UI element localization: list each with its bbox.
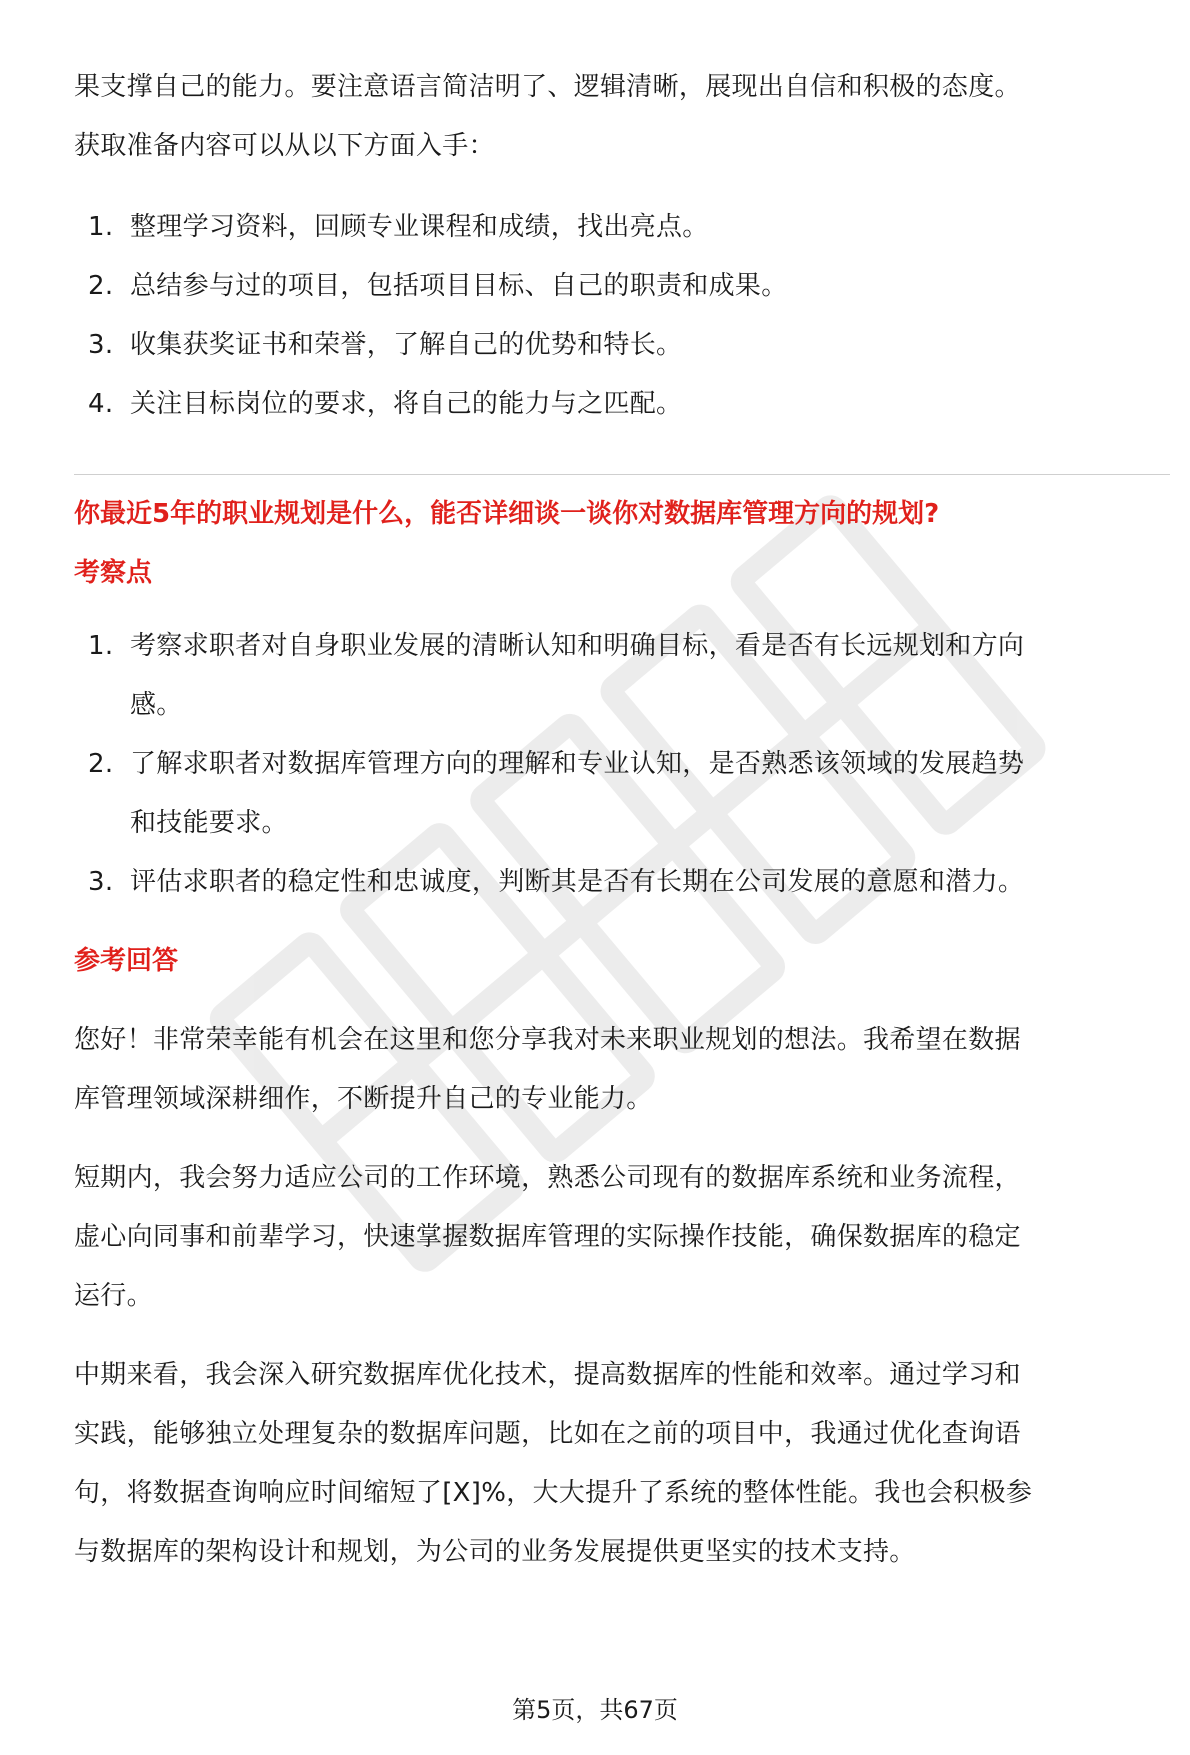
points-heading: 考察点 [74,558,153,588]
list-item [74,617,1170,735]
list-text-cont: 感。 [130,690,183,720]
answer-line: 实践，能够独立处理复杂的数据库问题，比如在之前的项目中，我通过优化查询语 [74,1419,1021,1449]
list-number: 1. [88,631,114,661]
answer-heading: 参考回答 [74,946,179,976]
list-item [74,735,1170,853]
list-text: 关注目标岗位的要求，将自己的能力与之匹配。 [130,389,683,419]
list-text: 收集获奖证书和荣誉，了解自己的优势和特长。 [130,330,683,360]
points-list [74,617,1170,912]
list-item [74,316,1170,375]
list-number: 4. [88,389,114,419]
prep-list [74,198,1170,434]
answer-paragraph [74,1346,1170,1582]
answer-line: 与数据库的架构设计和规划，为公司的业务发展提供更坚实的技术支持。 [74,1537,916,1567]
list-number: 2. [88,749,114,779]
question-title: 你最近5年的职业规划是什么，能否详细谈一谈你对数据库管理方向的规划? [74,499,940,529]
list-text: 整理学习资料，回顾专业课程和成绩，找出亮点。 [130,212,709,242]
intro-line-1: 果支撑自己的能力。要注意语言简洁明了、逻辑清晰，展现出自信和积极的态度。 [74,72,1021,102]
answer-line: 库管理领域深耕细作，不断提升自己的专业能力。 [74,1084,653,1114]
list-text: 评估求职者的稳定性和忠诚度，判断其是否有长期在公司发展的意愿和潜力。 [130,867,1025,897]
intro-line-2: 获取准备内容可以从以下方面入手： [74,131,495,161]
answer-paragraph [74,1011,1170,1129]
list-text: 考察求职者对自身职业发展的清晰认知和明确目标，看是否有长远规划和方向 [130,631,1025,661]
answer-line: 虚心向同事和前辈学习，快速掌握数据库管理的实际操作技能，确保数据库的稳定 [74,1222,1021,1252]
list-number: 1. [88,212,114,242]
list-number: 3. [88,867,114,897]
list-item [74,257,1170,316]
answer-line: 您好！非常荣幸能有机会在这里和您分享我对未来职业规划的想法。我希望在数据 [74,1025,1021,1055]
document-page [74,58,1170,1582]
answer-line: 中期来看，我会深入研究数据库优化技术，提高数据库的性能和效率。通过学习和 [74,1360,1021,1390]
answer-line: 运行。 [74,1281,153,1311]
list-item [74,375,1170,434]
list-number: 2. [88,271,114,301]
page-footer: 第5页，共67页 [512,1696,678,1724]
section-divider [74,474,1170,475]
answer-line: 句，将数据查询响应时间缩短了[X]%，大大提升了系统的整体性能。我也会积极参 [74,1478,1033,1508]
list-item [74,853,1170,912]
answer-paragraph [74,1149,1170,1326]
list-text-cont: 和技能要求。 [130,808,288,838]
list-item [74,198,1170,257]
answer-line: 短期内，我会努力适应公司的工作环境，熟悉公司现有的数据库系统和业务流程， [74,1163,1021,1193]
list-number: 3. [88,330,114,360]
list-text: 总结参与过的项目，包括项目目标、自己的职责和成果。 [130,271,788,301]
list-text: 了解求职者对数据库管理方向的理解和专业认知，是否熟悉该领域的发展趋势 [130,749,1025,779]
